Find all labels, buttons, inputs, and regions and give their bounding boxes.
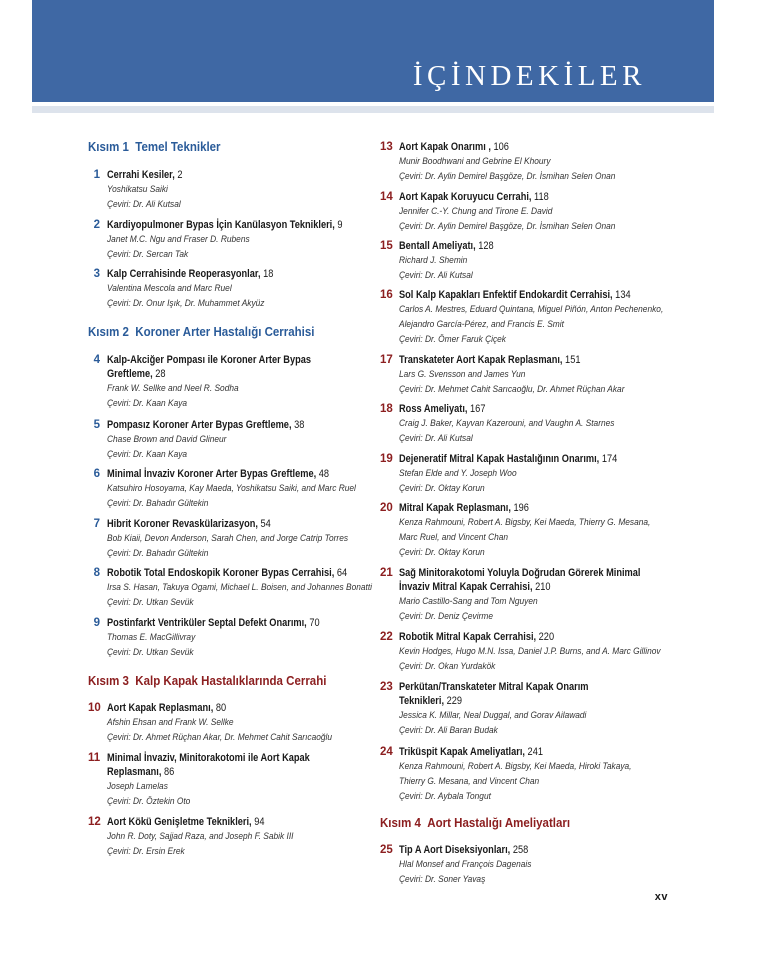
chapter-title: Aort Kapak Koruyucu Cerrahi, 118 <box>399 191 549 203</box>
part-title-text: Aort Hastalığı Ameliyatları <box>427 816 571 830</box>
part-title-text: Koroner Arter Hastalığı Cerrahisi <box>135 325 315 339</box>
chapter-title: Teknikleri, 229 <box>399 695 463 707</box>
chapter-title: Ross Ameliyatı, 167 <box>399 403 486 415</box>
chapter-title: Replasmanı, 86 <box>107 766 175 778</box>
chapter-authors: John R. Doty, Sajjad Raza, and Joseph F. Sabik III <box>107 831 294 842</box>
chapter-title: Minimal İnvaziv, Minitorakotomi ile Aort Kapak <box>107 752 310 764</box>
chapter-translator: Çeviri: Dr. Okan Yurdakök <box>399 661 496 672</box>
chapter-title: Aort Kökü Genişletme Teknikleri, 94 <box>107 816 265 828</box>
part-label: Kısım 1 <box>88 140 129 154</box>
chapter-number: 1 <box>93 169 100 181</box>
chapter-title: İnvaziv Mitral Kapak Cerrahisi, 210 <box>399 581 551 593</box>
chapter-authors: Hlal Monsef and François Dagenais <box>399 859 532 870</box>
chapter-authors: Alejandro García-Pérez, and Francis E. Smit <box>399 319 564 330</box>
chapter-authors: Mario Castillo-Sang and Tom Nguyen <box>399 596 538 607</box>
part-label: Kısım 3 <box>88 674 129 688</box>
part-label: Kısım 2 <box>88 325 129 339</box>
chapter-page: 229 <box>444 695 463 707</box>
chapter-authors: Bob Kiaii, Devon Anderson, Sarah Chen, and Jorge Catrip Torres <box>107 533 349 544</box>
chapter-authors: Joseph Lamelas <box>107 781 168 792</box>
part-label: Kısım 4 <box>380 816 421 830</box>
chapter-page: 64 <box>334 567 348 579</box>
chapter-translator: Çeviri: Dr. Ersin Erek <box>107 846 185 857</box>
chapter-page: 2 <box>174 169 183 181</box>
chapter-title: Tip A Aort Diseksiyonları, 258 <box>399 844 529 856</box>
chapter-number: 21 <box>380 567 393 579</box>
chapter-number: 11 <box>88 752 101 764</box>
chapter-translator: Çeviri: Dr. Aylin Demirel Başgöze, Dr. İsmihan Selen Onan <box>399 221 616 232</box>
chapter-title: Robotik Total Endoskopik Koroner Bypas Cerrahisi, 64 <box>107 567 348 579</box>
chapter-authors: Kenza Rahmouni, Robert A. Bigsby, Kei Maeda, Thierry G. Mesana, <box>399 517 651 528</box>
chapter-translator: Çeviri: Dr. Oktay Korun <box>399 547 485 558</box>
part-title-text: Temel Teknikler <box>135 140 221 154</box>
chapter-number: 5 <box>93 419 100 431</box>
chapter-translator: Çeviri: Dr. Ali Kutsal <box>399 270 473 281</box>
chapter-translator: Çeviri: Dr. Kaan Kaya <box>107 398 188 409</box>
chapter-authors: Jessica K. Millar, Neal Duggal, and Gorav Ailawadi <box>399 710 587 721</box>
chapter-translator: Çeviri: Dr. Ali Baran Budak <box>399 725 498 736</box>
chapter-authors: Thierry G. Mesana, and Vincent Chan <box>399 776 540 787</box>
chapter-number: 13 <box>380 141 393 153</box>
chapter-translator: Çeviri: Dr. Onur Işık, Dr. Muhammet Akyüz <box>107 298 265 309</box>
chapter-title: Aort Kapak Onarımı , 106 <box>399 141 509 153</box>
chapter-translator: Çeviri: Dr. Aybala Tongut <box>399 791 491 802</box>
chapter-title: Kardiyopulmoner Bypas İçin Kanülasyon Teknikleri, 9 <box>107 219 343 231</box>
chapter-authors: Irsa S. Hasan, Takuya Ogami, Michael L. Boisen, and Johannes Bonatti <box>107 582 373 593</box>
chapter-authors: Yoshikatsu Saiki <box>107 184 168 195</box>
chapter-authors: Valentina Mescola and Marc Ruel <box>107 283 232 294</box>
chapter-page: 167 <box>467 403 486 415</box>
chapter-title: Triküspit Kapak Ameliyatları, 241 <box>399 746 543 758</box>
chapter-title: Transkateter Aort Kapak Replasmanı, 151 <box>399 354 581 366</box>
chapter-title: Greftleme, 28 <box>107 368 166 380</box>
header-rule <box>32 106 714 113</box>
chapter-title: Robotik Mitral Kapak Cerrahisi, 220 <box>399 631 555 643</box>
header-banner <box>32 0 714 102</box>
chapter-title: Sağ Minitorakotomi Yoluyla Doğrudan Görerek Minimal <box>399 567 641 579</box>
chapter-authors: Carlos A. Mestres, Eduard Quintana, Miguel Piñón, Anton Pechenenko, <box>399 304 664 315</box>
chapter-page: 196 <box>510 502 529 514</box>
chapter-number: 4 <box>93 354 100 366</box>
chapter-translator: Çeviri: Dr. Ali Kutsal <box>399 433 473 444</box>
chapter-page: 54 <box>257 518 271 530</box>
chapter-authors: Craig J. Baker, Kayvan Kazerouni, and Vaughn A. Starnes <box>399 418 615 429</box>
chapter-authors: Munir Boodhwani and Gebrine El Khoury <box>399 156 551 167</box>
chapter-authors: Frank W. Sellke and Neel R. Sodha <box>107 383 239 394</box>
chapter-authors: Afshin Ehsan and Frank W. Sellke <box>107 717 234 728</box>
chapter-number: 16 <box>380 289 393 301</box>
chapter-translator: Çeviri: Dr. Utkan Sevük <box>107 597 194 608</box>
part-heading <box>88 326 314 339</box>
chapter-number: 24 <box>380 746 393 758</box>
chapter-translator: Çeviri: Dr. Utkan Sevük <box>107 647 194 658</box>
chapter-title: Mitral Kapak Replasmanı, 196 <box>399 502 529 514</box>
chapter-translator: Çeviri: Dr. Ömer Faruk Çiçek <box>399 334 506 345</box>
chapter-number: 17 <box>380 354 393 366</box>
chapter-authors: Kenza Rahmouni, Robert A. Bigsby, Kei Maeda, Hiroki Takaya, <box>399 761 632 772</box>
chapter-translator: Çeviri: Dr. Mehmet Cahit Sarıcaoğlu, Dr. Ahmet Rüçhan Akar <box>399 384 625 395</box>
chapter-number: 14 <box>380 191 393 203</box>
chapter-translator: Çeviri: Dr. Bahadır Gültekin <box>107 498 209 509</box>
part-heading <box>380 817 570 830</box>
chapter-translator: Çeviri: Dr. Deniz Çevirme <box>399 611 493 622</box>
chapter-title: Minimal İnvaziv Koroner Arter Bypas Greftleme, 48 <box>107 468 330 480</box>
chapter-number: 23 <box>380 681 393 693</box>
chapter-title: Sol Kalp Kapakları Enfektif Endokardit Cerrahisi, 134 <box>399 289 631 301</box>
chapter-translator: Çeviri: Dr. Oktay Korun <box>399 483 485 494</box>
chapter-page: 106 <box>490 141 509 153</box>
chapter-title: Kalp-Akciğer Pompası ile Koroner Arter Bypas <box>107 354 312 366</box>
chapter-authors: Jennifer C.-Y. Chung and Tirone E. David <box>399 206 553 217</box>
chapter-number: 3 <box>93 268 100 280</box>
chapter-translator: Çeviri: Dr. Sercan Tak <box>107 249 189 260</box>
part-heading <box>88 675 326 688</box>
part-heading <box>88 141 221 154</box>
part-title-text: Kalp Kapak Hastalıklarında Cerrahi <box>135 674 327 688</box>
chapter-number: 25 <box>380 844 393 856</box>
chapter-translator: Çeviri: Dr. Ali Kutsal <box>107 199 181 210</box>
chapter-page: 210 <box>532 581 551 593</box>
chapter-page: 151 <box>562 354 581 366</box>
chapter-page: 128 <box>475 240 494 252</box>
chapter-authors: Katsuhiro Hosoyama, Kay Maeda, Yoshikatsu Saiki, and Marc Ruel <box>107 483 356 494</box>
chapter-number: 22 <box>380 631 393 643</box>
chapter-page: 241 <box>524 746 543 758</box>
chapter-page: 28 <box>152 368 166 380</box>
chapter-page: 80 <box>213 702 227 714</box>
chapter-translator: Çeviri: Dr. Aylin Demirel Başgöze, Dr. İsmihan Selen Onan <box>399 171 616 182</box>
chapter-translator: Çeviri: Dr. Kaan Kaya <box>107 449 188 460</box>
chapter-number: 8 <box>93 567 100 579</box>
chapter-translator: Çeviri: Dr. Öztekin Oto <box>107 796 191 807</box>
chapter-number: 2 <box>93 219 100 231</box>
chapter-number: 9 <box>93 617 100 629</box>
chapter-page: 220 <box>536 631 555 643</box>
chapter-title: Pompasız Koroner Arter Bypas Greftleme, 38 <box>107 419 305 431</box>
chapter-title: Postinfarkt Ventriküler Septal Defekt Onarımı, 70 <box>107 617 320 629</box>
chapter-authors: Marc Ruel, and Vincent Chan <box>399 532 509 543</box>
chapter-number: 15 <box>380 240 393 252</box>
chapter-title: Cerrahi Kesiler, 2 <box>107 169 183 181</box>
chapter-page: 48 <box>316 468 330 480</box>
chapter-page: 94 <box>251 816 265 828</box>
chapter-authors: Kevin Hodges, Hugo M.N. Issa, Daniel J.P. Burns, and A. Marc Gillinov <box>399 646 661 657</box>
chapter-page: 38 <box>291 419 305 431</box>
chapter-number: 12 <box>88 816 101 828</box>
chapter-authors: Richard J. Shemin <box>399 255 468 266</box>
chapter-page: 18 <box>260 268 274 280</box>
chapter-translator: Çeviri: Dr. Ahmet Rüçhan Akar, Dr. Mehmet Cahit Sarıcaoğlu <box>107 732 333 743</box>
chapter-number: 10 <box>88 702 101 714</box>
page-title: İÇİNDEKİLER <box>412 60 646 92</box>
chapter-page: 134 <box>612 289 631 301</box>
chapter-number: 18 <box>380 403 393 415</box>
chapter-number: 7 <box>93 518 100 530</box>
chapter-authors: Thomas E. MacGillivray <box>107 632 196 643</box>
chapter-page: 118 <box>531 191 549 203</box>
chapter-authors: Chase Brown and David Glineur <box>107 434 227 445</box>
chapter-number: 20 <box>380 502 393 514</box>
chapter-authors: Janet M.C. Ngu and Fraser D. Rubens <box>107 234 250 245</box>
chapter-title: Bentall Ameliyatı, 128 <box>399 240 494 252</box>
chapter-page: 86 <box>161 766 175 778</box>
chapter-page: 70 <box>306 617 320 629</box>
chapter-authors: Stefan Elde and Y. Joseph Woo <box>399 468 517 479</box>
chapter-authors: Lars G. Svensson and James Yun <box>399 369 526 380</box>
chapter-translator: Çeviri: Dr. Bahadır Gültekin <box>107 548 209 559</box>
chapter-page: 258 <box>510 844 529 856</box>
page-number: xv <box>654 891 668 903</box>
chapter-title: Dejeneratif Mitral Kapak Hastalığının Onarımı, 174 <box>399 453 618 465</box>
chapter-translator: Çeviri: Dr. Soner Yavaş <box>399 874 486 885</box>
chapter-title: Aort Kapak Replasmanı, 80 <box>107 702 227 714</box>
chapter-page: 9 <box>334 219 343 231</box>
chapter-number: 6 <box>93 468 100 480</box>
chapter-title: Hibrit Koroner Revaskülarizasyon, 54 <box>107 518 271 530</box>
chapter-page: 174 <box>599 453 618 465</box>
chapter-number: 19 <box>380 453 393 465</box>
chapter-title: Perkütan/Transkateter Mitral Kapak Onarım <box>399 681 589 693</box>
chapter-title: Kalp Cerrahisinde Reoperasyonlar, 18 <box>107 268 274 280</box>
